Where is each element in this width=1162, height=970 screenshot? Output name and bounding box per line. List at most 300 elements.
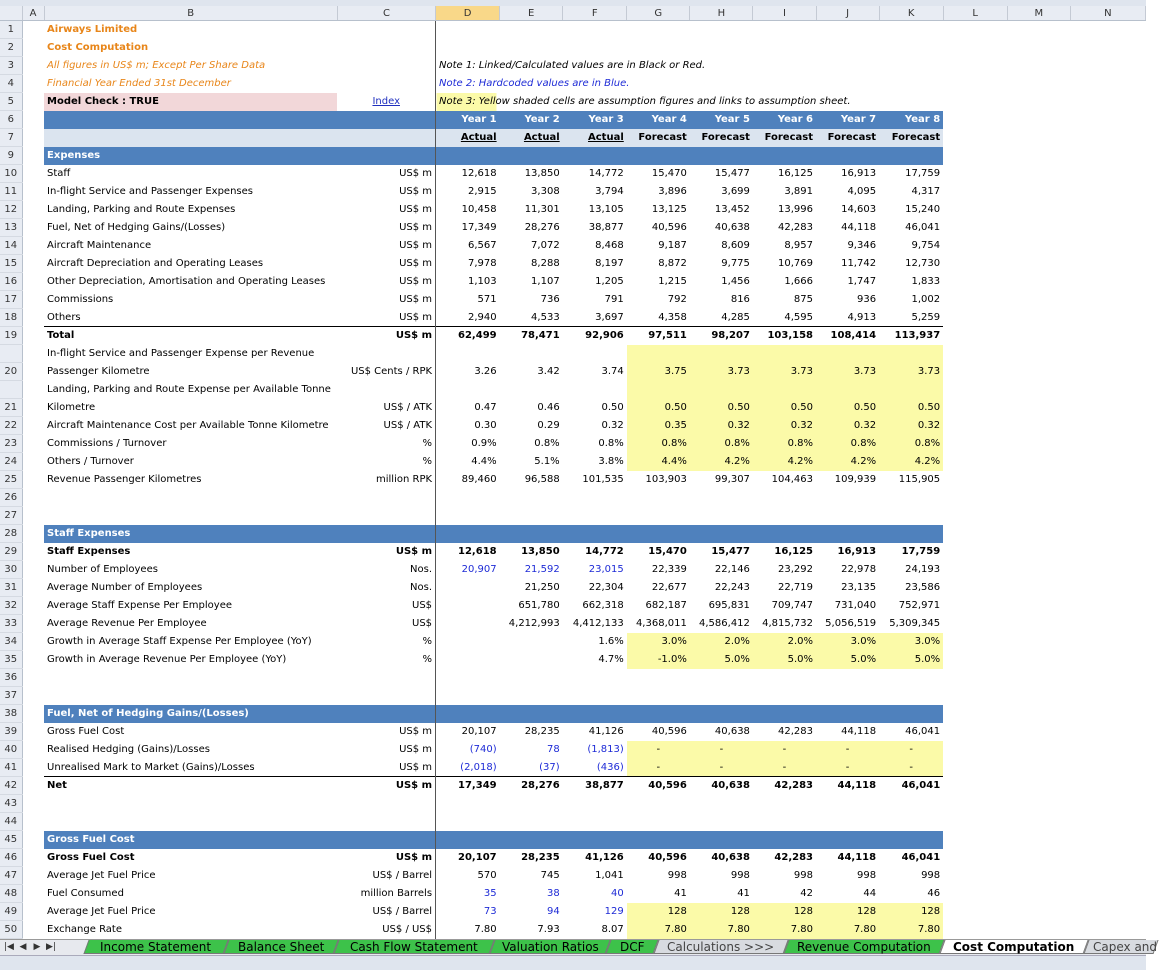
cell[interactable] xyxy=(1070,831,1145,849)
value-cell[interactable]: 17,759 xyxy=(905,168,941,179)
row-header[interactable]: 32 xyxy=(0,597,22,615)
row-header[interactable]: 34 xyxy=(0,633,22,651)
cell[interactable] xyxy=(943,237,1007,255)
value-cell[interactable]: 0.8% xyxy=(627,435,690,453)
value-cell[interactable]: 128 xyxy=(816,903,879,921)
cell[interactable] xyxy=(22,201,44,219)
cell[interactable] xyxy=(943,435,1007,453)
last-sheet-icon[interactable]: ▶| xyxy=(46,942,56,952)
value-cell[interactable]: 998 xyxy=(921,870,941,881)
cell[interactable] xyxy=(1070,165,1145,183)
value-cell[interactable]: 709,747 xyxy=(771,600,813,611)
value-cell[interactable]: 3,699 xyxy=(721,186,750,197)
row-label[interactable]: Average Number of Employees xyxy=(47,582,203,593)
value-cell[interactable]: 7.80 xyxy=(816,921,879,939)
cell[interactable] xyxy=(1007,345,1070,363)
cell[interactable] xyxy=(816,57,879,75)
cell[interactable] xyxy=(22,93,44,111)
cell[interactable] xyxy=(943,903,1007,921)
column-header-B[interactable]: B xyxy=(44,6,337,21)
value-cell[interactable]: 44,118 xyxy=(837,852,877,863)
cell[interactable] xyxy=(500,687,563,705)
cell[interactable] xyxy=(816,795,879,813)
cell[interactable] xyxy=(1007,435,1070,453)
value-cell[interactable]: 20,107 xyxy=(458,852,497,863)
value-cell[interactable]: 0.32 xyxy=(601,420,624,431)
cell[interactable] xyxy=(1070,921,1145,939)
cell[interactable] xyxy=(879,75,943,93)
row-label[interactable]: Aircraft Maintenance Cost per Available Tonne Kilometre xyxy=(47,420,329,431)
row-label[interactable]: Exchange Rate xyxy=(47,924,123,935)
cell[interactable] xyxy=(690,813,753,831)
value-cell[interactable]: 17,349 xyxy=(436,777,500,795)
cell[interactable] xyxy=(627,669,690,687)
value-cell[interactable]: 9,775 xyxy=(721,258,750,269)
cell[interactable] xyxy=(816,525,879,543)
cell[interactable] xyxy=(44,669,337,687)
cell[interactable] xyxy=(627,75,690,93)
value-cell[interactable]: 3.74 xyxy=(601,366,624,377)
row-label[interactable]: Aircraft Depreciation and Operating Leases xyxy=(47,258,264,269)
value-cell[interactable]: 1,456 xyxy=(721,276,750,287)
value-cell[interactable]: 4,412,133 xyxy=(572,618,624,629)
cell[interactable] xyxy=(1007,39,1070,57)
value-cell[interactable]: 129 xyxy=(604,906,624,917)
unit-label[interactable]: US$ / ATK xyxy=(337,417,435,435)
value-cell[interactable]: 40,596 xyxy=(651,222,687,233)
cell[interactable] xyxy=(337,669,435,687)
select-all-corner[interactable] xyxy=(0,6,22,21)
value-cell[interactable]: 0.8% xyxy=(534,438,560,449)
cell[interactable] xyxy=(879,507,943,525)
value-cell[interactable]: 651,780 xyxy=(518,600,560,611)
cell[interactable] xyxy=(337,831,435,849)
row-header[interactable]: 29 xyxy=(0,543,22,561)
row-header[interactable]: 15 xyxy=(0,255,22,273)
value-cell[interactable]: 89,460 xyxy=(461,474,497,485)
period-header[interactable]: Actual xyxy=(563,129,627,147)
cell[interactable] xyxy=(500,705,563,723)
value-cell[interactable]: 2.0% xyxy=(753,633,816,651)
value-cell[interactable]: 0.47 xyxy=(474,402,497,413)
cell[interactable] xyxy=(22,507,44,525)
cell[interactable] xyxy=(690,147,753,165)
unit-label[interactable]: US$ / ATK xyxy=(337,399,435,417)
cell[interactable] xyxy=(22,39,44,57)
value-cell[interactable]: 22,243 xyxy=(714,582,750,593)
cell[interactable] xyxy=(1070,219,1145,237)
unit-label[interactable]: Nos. xyxy=(337,561,435,579)
value-cell[interactable]: 17,349 xyxy=(461,222,497,233)
sheet-tab-dcf[interactable] xyxy=(605,940,658,954)
cell[interactable] xyxy=(44,129,337,147)
row-header[interactable]: 36 xyxy=(0,669,22,687)
cell[interactable] xyxy=(943,111,1007,129)
value-cell[interactable]: 128 xyxy=(627,903,690,921)
value-cell[interactable]: 3.73 xyxy=(753,363,816,381)
sheet-tab-calculations[interactable] xyxy=(653,940,788,954)
cell[interactable] xyxy=(22,759,44,777)
cell[interactable] xyxy=(22,579,44,597)
year-header[interactable]: Year 3 xyxy=(563,111,627,129)
cell[interactable] xyxy=(943,363,1007,381)
cell[interactable] xyxy=(500,21,563,39)
value-cell[interactable]: 4.4% xyxy=(471,456,497,467)
value-cell[interactable]: 38,877 xyxy=(563,777,627,795)
cell[interactable] xyxy=(690,21,753,39)
cell[interactable] xyxy=(627,21,690,39)
column-header-E[interactable]: E xyxy=(500,6,563,21)
value-cell[interactable]: 8,872 xyxy=(658,258,687,269)
value-cell[interactable]: 5,259 xyxy=(911,311,941,323)
value-cell[interactable]: 40,638 xyxy=(714,726,750,737)
cell[interactable] xyxy=(22,291,44,309)
value-cell[interactable]: 0.32 xyxy=(690,417,753,435)
row-header[interactable]: 11 xyxy=(0,183,22,201)
value-cell[interactable]: 16,913 xyxy=(837,546,877,557)
cell[interactable] xyxy=(1070,237,1145,255)
value-cell[interactable]: 3.26 xyxy=(474,366,497,377)
cell[interactable] xyxy=(943,885,1007,903)
value-cell[interactable]: 13,452 xyxy=(714,204,750,215)
column-header-K[interactable]: K xyxy=(879,6,943,21)
cell[interactable] xyxy=(22,777,44,795)
cell[interactable] xyxy=(1070,849,1145,867)
value-cell[interactable] xyxy=(500,651,563,669)
unit-label[interactable]: US$ m xyxy=(337,327,435,345)
row-header[interactable]: 7 xyxy=(0,129,22,147)
value-cell[interactable]: 38 xyxy=(546,888,560,899)
period-header[interactable]: Forecast xyxy=(690,129,753,147)
row-header[interactable]: 23 xyxy=(0,435,22,453)
cell[interactable] xyxy=(1007,795,1070,813)
cell[interactable] xyxy=(753,147,816,165)
cell[interactable] xyxy=(1007,579,1070,597)
cell[interactable] xyxy=(22,489,44,507)
section-header[interactable]: Gross Fuel Cost xyxy=(44,831,337,849)
column-header-D[interactable]: D xyxy=(436,6,500,21)
value-cell[interactable]: 3.0% xyxy=(879,633,943,651)
value-cell[interactable]: 22,304 xyxy=(588,582,624,593)
cell[interactable] xyxy=(1007,885,1070,903)
cell[interactable] xyxy=(1070,777,1145,795)
column-header-M[interactable]: M xyxy=(1007,6,1070,21)
cell[interactable] xyxy=(627,489,690,507)
cell[interactable] xyxy=(500,831,563,849)
cell[interactable] xyxy=(500,669,563,687)
row-header[interactable]: 1 xyxy=(0,21,22,39)
value-cell[interactable]: 41,126 xyxy=(585,852,624,863)
value-cell[interactable]: 1,833 xyxy=(911,276,941,287)
cell[interactable] xyxy=(22,453,44,471)
cell[interactable] xyxy=(1070,39,1145,57)
row-label[interactable]: Others / Turnover xyxy=(47,456,134,467)
cell[interactable] xyxy=(1007,399,1070,417)
value-cell[interactable]: 104,463 xyxy=(771,474,813,485)
cell[interactable] xyxy=(1007,201,1070,219)
cell[interactable] xyxy=(943,705,1007,723)
cell[interactable] xyxy=(22,669,44,687)
cell[interactable] xyxy=(816,75,879,93)
cell[interactable] xyxy=(879,705,943,723)
cell[interactable] xyxy=(943,615,1007,633)
value-cell[interactable] xyxy=(436,633,500,651)
cell[interactable] xyxy=(22,345,44,363)
row-label[interactable]: Passenger Kilometre xyxy=(47,366,150,377)
cell[interactable] xyxy=(943,651,1007,669)
cell[interactable] xyxy=(1007,309,1070,327)
unit-label[interactable]: US$ m xyxy=(337,291,435,309)
cell[interactable] xyxy=(436,39,500,57)
value-cell[interactable]: 695,831 xyxy=(708,600,750,611)
value-cell[interactable]: 5.0% xyxy=(816,651,879,669)
cell[interactable] xyxy=(22,363,44,381)
cell[interactable] xyxy=(943,759,1007,777)
value-cell[interactable]: 8,609 xyxy=(721,240,750,251)
value-cell[interactable]: 791 xyxy=(604,294,624,305)
value-cell[interactable] xyxy=(436,345,500,363)
value-cell[interactable]: 16,125 xyxy=(774,546,813,557)
value-cell[interactable]: 16,125 xyxy=(778,168,813,179)
row-label[interactable]: Net xyxy=(44,777,337,795)
value-cell[interactable] xyxy=(500,345,563,363)
model-check[interactable]: Model Check : TRUE xyxy=(44,93,337,111)
year-header[interactable]: Year 6 xyxy=(753,111,816,129)
cell[interactable] xyxy=(22,795,44,813)
cell[interactable] xyxy=(500,813,563,831)
section-header[interactable]: Fuel, Net of Hedging Gains/(Losses) xyxy=(44,705,337,723)
cell[interactable] xyxy=(943,741,1007,759)
value-cell[interactable]: 7.80 xyxy=(627,921,690,939)
cell[interactable] xyxy=(1007,57,1070,75)
unit-label[interactable]: US$ m xyxy=(337,849,435,867)
row-label[interactable]: Landing, Parking and Route Expenses xyxy=(47,204,236,215)
value-cell[interactable]: 1,747 xyxy=(847,276,877,287)
unit-label[interactable]: US$ m xyxy=(337,183,435,201)
cell[interactable] xyxy=(943,633,1007,651)
value-cell[interactable]: - xyxy=(690,759,753,777)
row-header[interactable]: 17 xyxy=(0,291,22,309)
row-label[interactable]: Revenue Passenger Kilometres xyxy=(47,474,202,485)
cell[interactable] xyxy=(22,237,44,255)
index-link[interactable]: Index xyxy=(337,93,435,111)
value-cell[interactable]: 94 xyxy=(546,906,560,917)
cell[interactable] xyxy=(753,39,816,57)
value-cell[interactable] xyxy=(879,381,943,399)
cell[interactable] xyxy=(500,147,563,165)
cell[interactable] xyxy=(1070,201,1145,219)
cell[interactable] xyxy=(22,723,44,741)
cell[interactable] xyxy=(753,669,816,687)
value-cell[interactable]: 10,769 xyxy=(778,258,813,269)
value-cell[interactable]: 816 xyxy=(730,294,750,305)
cell[interactable] xyxy=(943,57,1007,75)
cell[interactable] xyxy=(816,147,879,165)
sheet-subtitle[interactable]: Cost Computation xyxy=(47,42,149,53)
cell[interactable] xyxy=(1070,723,1145,741)
cell[interactable] xyxy=(753,687,816,705)
cell[interactable] xyxy=(1007,687,1070,705)
column-header-C[interactable]: C xyxy=(337,6,435,21)
sheet-tab-balance-sheet[interactable] xyxy=(223,940,338,954)
value-cell[interactable]: 13,850 xyxy=(521,546,560,557)
value-cell[interactable]: 0.29 xyxy=(537,420,560,431)
value-cell[interactable]: 0.8% xyxy=(816,435,879,453)
value-cell[interactable]: 15,470 xyxy=(648,546,687,557)
value-cell[interactable]: 752,971 xyxy=(898,600,941,611)
cell[interactable] xyxy=(1070,507,1145,525)
row-header[interactable]: 39 xyxy=(0,723,22,741)
cell[interactable] xyxy=(1007,561,1070,579)
cell[interactable] xyxy=(943,723,1007,741)
value-cell[interactable]: 44 xyxy=(863,888,877,899)
sheet-tab-cash-flow-statement[interactable] xyxy=(333,940,494,954)
year-header[interactable]: Year 5 xyxy=(690,111,753,129)
value-cell[interactable]: 3.0% xyxy=(816,633,879,651)
cell[interactable] xyxy=(22,561,44,579)
cell[interactable] xyxy=(436,489,500,507)
value-cell[interactable]: 20,107 xyxy=(461,726,497,737)
column-header-G[interactable]: G xyxy=(627,6,690,21)
cell[interactable] xyxy=(1070,399,1145,417)
cell[interactable] xyxy=(337,111,435,129)
cell[interactable] xyxy=(337,489,435,507)
value-cell[interactable]: 875 xyxy=(793,294,813,305)
cell[interactable] xyxy=(22,741,44,759)
value-cell[interactable]: 9,754 xyxy=(911,240,941,251)
sheet-tab-income-statement[interactable] xyxy=(83,940,228,954)
row-header[interactable]: 28 xyxy=(0,525,22,543)
cell[interactable] xyxy=(879,525,943,543)
unit-label[interactable]: US$ / US$ xyxy=(337,921,435,939)
value-cell[interactable]: 14,603 xyxy=(841,204,877,215)
cell[interactable] xyxy=(1007,147,1070,165)
cell[interactable] xyxy=(627,831,690,849)
period-header[interactable]: Forecast xyxy=(879,129,943,147)
cell[interactable] xyxy=(1070,651,1145,669)
value-cell[interactable]: 28,235 xyxy=(524,726,560,737)
value-cell[interactable]: 96,588 xyxy=(524,474,560,485)
cell[interactable] xyxy=(22,309,44,327)
cell[interactable] xyxy=(943,489,1007,507)
value-cell[interactable]: 0.32 xyxy=(816,417,879,435)
value-cell[interactable]: 8.07 xyxy=(601,924,624,935)
cell[interactable] xyxy=(943,273,1007,291)
cell[interactable] xyxy=(1007,867,1070,885)
value-cell[interactable]: 0.8% xyxy=(753,435,816,453)
row-header[interactable]: 21 xyxy=(0,399,22,417)
cell[interactable] xyxy=(943,129,1007,147)
cell[interactable] xyxy=(1007,723,1070,741)
cell[interactable] xyxy=(1007,291,1070,309)
cell[interactable] xyxy=(943,147,1007,165)
value-cell[interactable]: 792 xyxy=(667,294,687,305)
unit-label[interactable]: Nos. xyxy=(337,579,435,597)
value-cell[interactable]: 78 xyxy=(546,744,560,755)
cell[interactable] xyxy=(1007,597,1070,615)
value-cell[interactable]: 12,730 xyxy=(905,258,941,269)
cell[interactable] xyxy=(563,489,627,507)
cell[interactable] xyxy=(943,327,1007,345)
value-cell[interactable]: 11,742 xyxy=(841,258,877,269)
cell[interactable] xyxy=(943,399,1007,417)
value-cell[interactable]: 5,056,519 xyxy=(825,618,877,629)
unit-label[interactable]: US$ xyxy=(337,615,435,633)
row-header[interactable]: 48 xyxy=(0,885,22,903)
row-header[interactable]: 31 xyxy=(0,579,22,597)
cell[interactable] xyxy=(753,795,816,813)
value-cell[interactable]: -1.0% xyxy=(627,651,690,669)
cell[interactable] xyxy=(1007,363,1070,381)
value-cell[interactable]: 4.7% xyxy=(598,654,624,665)
value-cell[interactable]: 8,957 xyxy=(784,240,813,251)
cell[interactable] xyxy=(436,147,500,165)
cell[interactable] xyxy=(1070,561,1145,579)
cell[interactable] xyxy=(563,669,627,687)
cell[interactable] xyxy=(22,219,44,237)
row-header[interactable]: 47 xyxy=(0,867,22,885)
cell[interactable] xyxy=(1007,471,1070,489)
cell[interactable] xyxy=(1007,75,1070,93)
value-cell[interactable]: 22,339 xyxy=(651,564,687,575)
value-cell[interactable]: 7.93 xyxy=(537,924,560,935)
cell[interactable] xyxy=(1070,885,1145,903)
cell[interactable] xyxy=(563,39,627,57)
cell[interactable] xyxy=(563,21,627,39)
row-header[interactable]: 37 xyxy=(0,687,22,705)
cell[interactable] xyxy=(22,111,44,129)
value-cell[interactable]: 3.0% xyxy=(627,633,690,651)
cell[interactable] xyxy=(1070,633,1145,651)
value-cell[interactable]: 2,915 xyxy=(467,186,497,197)
value-cell[interactable]: 44,118 xyxy=(841,726,877,737)
value-cell[interactable]: 9,346 xyxy=(847,240,877,251)
cell[interactable] xyxy=(22,705,44,723)
cell[interactable] xyxy=(1070,579,1145,597)
cell[interactable] xyxy=(1070,183,1145,201)
cell[interactable] xyxy=(44,111,337,129)
cell[interactable] xyxy=(943,183,1007,201)
value-cell[interactable]: 3.8% xyxy=(598,456,624,467)
value-cell[interactable]: 7.80 xyxy=(879,921,943,939)
unit-label[interactable]: US$ m xyxy=(337,741,435,759)
value-cell[interactable]: 23,292 xyxy=(778,564,813,575)
cell[interactable] xyxy=(753,705,816,723)
cell[interactable] xyxy=(22,831,44,849)
row-label[interactable]: Kilometre xyxy=(47,402,96,413)
cell[interactable] xyxy=(337,39,435,57)
value-cell[interactable]: 15,477 xyxy=(714,168,750,179)
value-cell[interactable]: 4,595 xyxy=(784,311,813,323)
row-header[interactable]: 6 xyxy=(0,111,22,129)
cell[interactable] xyxy=(563,831,627,849)
cell[interactable] xyxy=(943,309,1007,327)
value-cell[interactable]: 4,095 xyxy=(847,186,877,197)
value-cell[interactable]: 128 xyxy=(753,903,816,921)
value-cell[interactable]: 3.75 xyxy=(627,363,690,381)
value-cell[interactable]: 0.50 xyxy=(690,399,753,417)
value-cell[interactable]: 0.8% xyxy=(598,438,624,449)
cell[interactable] xyxy=(816,705,879,723)
cell[interactable] xyxy=(627,813,690,831)
cell[interactable] xyxy=(1070,273,1145,291)
cell[interactable] xyxy=(1070,669,1145,687)
value-cell[interactable]: 7.80 xyxy=(474,924,497,935)
value-cell[interactable]: 115,905 xyxy=(898,474,941,485)
unit-label[interactable]: US$ m xyxy=(337,309,435,327)
value-cell[interactable]: 4,358 xyxy=(658,311,687,323)
value-cell[interactable]: 11,301 xyxy=(524,204,560,215)
